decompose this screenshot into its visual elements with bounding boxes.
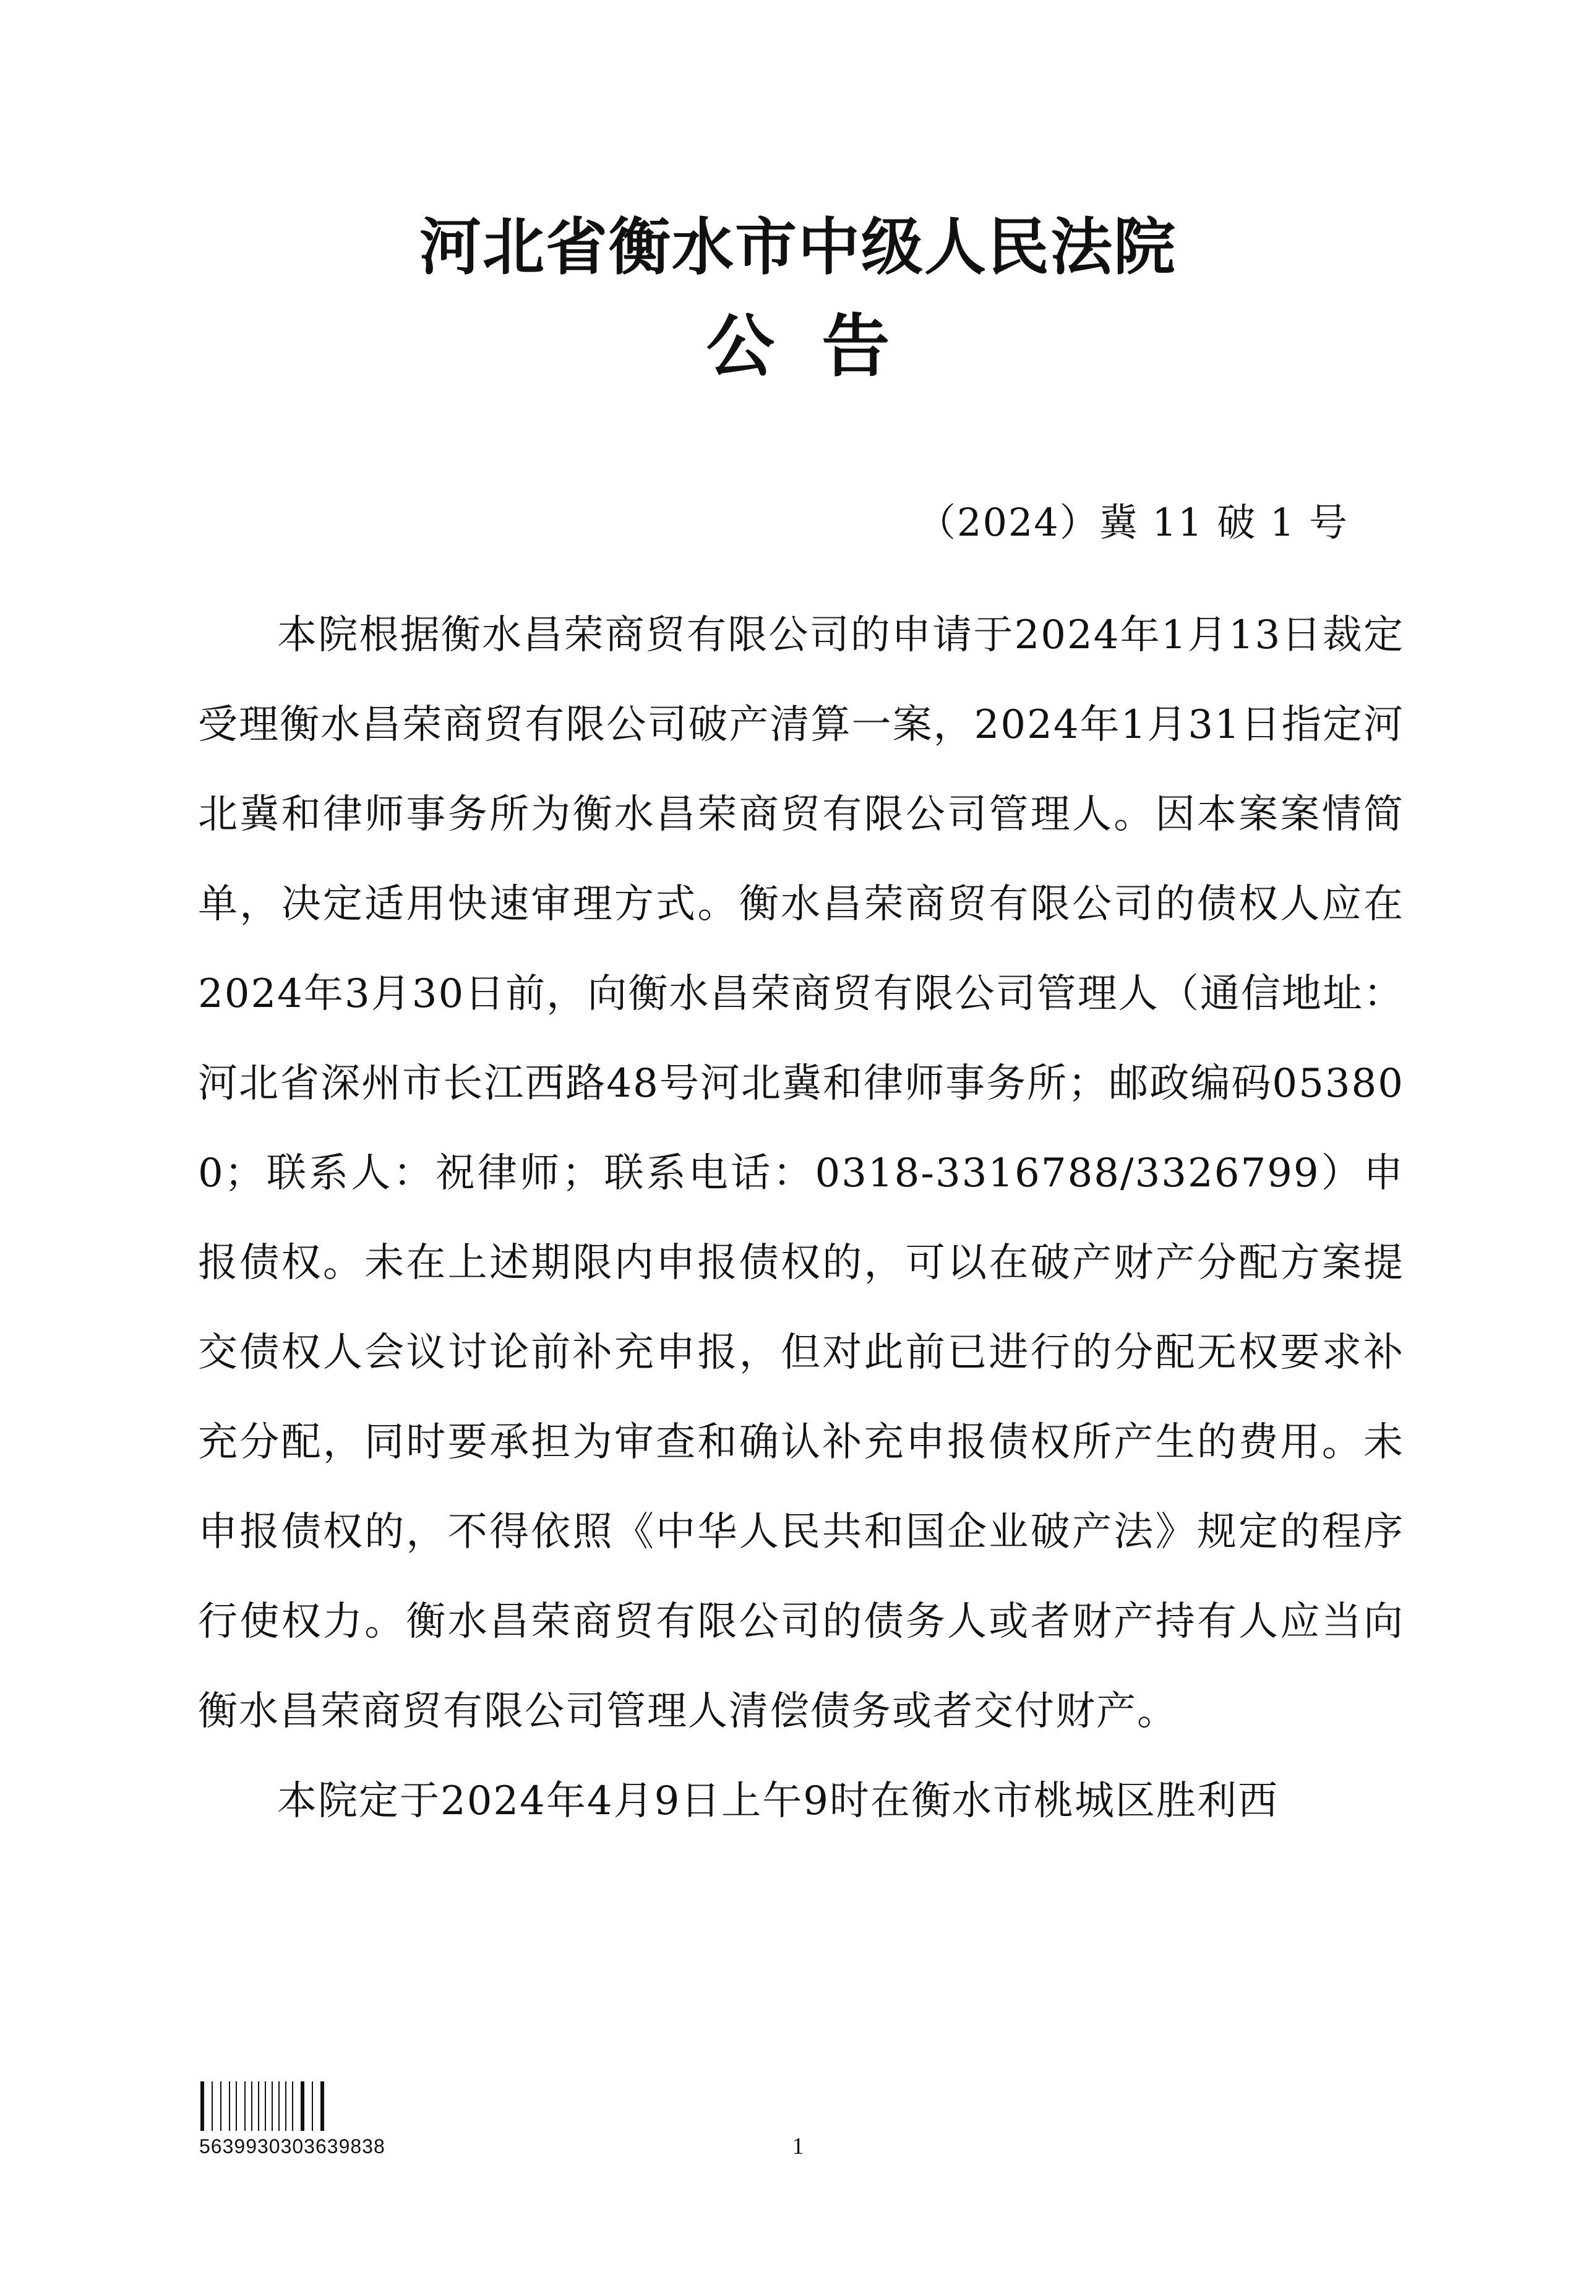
paragraph-2: 本院定于2024年4月9日上午9时在衡水市桃城区胜利西 (277, 1778, 1279, 1824)
barcode-bar (258, 2081, 259, 2131)
barcode-bar (312, 2081, 313, 2131)
barcode-bar (320, 2081, 324, 2131)
barcode-bar (285, 2081, 286, 2131)
barcode-bar (229, 2081, 230, 2131)
document-type-heading: 公 告 (706, 307, 890, 386)
barcode-bar (200, 2081, 204, 2131)
barcode-bar (278, 2081, 280, 2131)
case-number: （2024）冀 11 破 1 号 (917, 500, 1349, 545)
barcode-bar (251, 2081, 252, 2131)
notice-body (198, 591, 1404, 1846)
barcode-bar (265, 2081, 266, 2131)
barcode-bar (272, 2081, 273, 2131)
barcode-number: 5639930303639838 (199, 2135, 385, 2157)
barcode-bar (236, 2081, 237, 2131)
barcode-bar (244, 2081, 246, 2131)
barcode-bar (220, 2081, 221, 2131)
page-number: 1 (792, 2133, 804, 2159)
court-name-heading: 河北省衡水市中级人民法院 (419, 211, 1177, 283)
barcode-image (199, 2081, 397, 2131)
barcode-bar (292, 2081, 293, 2131)
barcode-bar (212, 2081, 213, 2131)
paragraph-1: 本院根据衡水昌荣商贸有限公司的申请于2024年1月13日裁定受理衡水昌荣商贸有限公司破产清算一案，2024年1月31日指定河北冀和律师事务所为衡水昌荣商贸有限公司管理人。因本案案情简单，决定适用快速审理方式。衡水昌荣商贸有限公司的债权人应在2024年3月30日前，向衡水昌荣商贸有限公司管理人（通信地址：河北省深州市长江西路48号河北冀和律师事务所；邮政编码053800；联系人：祝律师；联系电话：0318-3316788/3326799）申报债权。未在上述期限内申报债权的，可以在破产财产分配方案提交债权人会议讨论前补充申报，但对此前已进行的分配无权要求补充分配，同时要承担为审查和确认补充申报债权所产生的费用。未申报债权的，不得依照《中华人民共和国企业破产法》规定的程序行使权力。衡水昌荣商贸有限公司的债务人或者财产持有人应当向衡水昌荣商贸有限公司管理人清偿债务或者交付财产。 (198, 612, 1404, 1734)
barcode-bar (301, 2081, 304, 2131)
